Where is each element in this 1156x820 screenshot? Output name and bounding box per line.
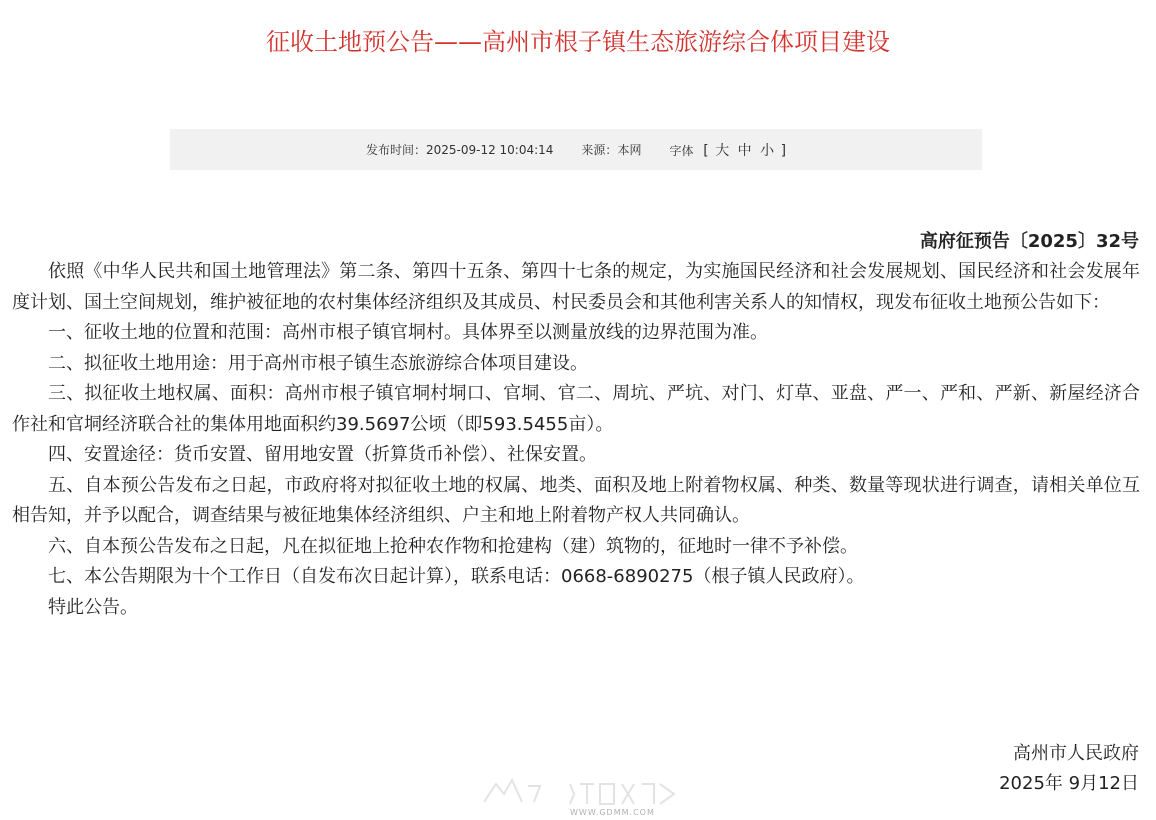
publish-time-value: 2025-09-12 10:04:14	[425, 143, 554, 157]
paragraph-intro: 依照《中华人民共和国土地管理法》第二条、第四十五条、第四十七条的规定，为实施国民经济和社会发展规划、国民经济和社会发展年度计划、国土空间规划，维护被征地的农村集体经济组织及其成员、村民委员会和其他利害关系人的知情权，现发布征收土地预公告如下：	[12, 261, 1140, 313]
issuer-name: 高州市人民政府	[1013, 743, 1139, 764]
watermark-url: WWW.GDMM.COM	[570, 808, 655, 817]
paragraph-item-5: 五、自本预公告发布之日起，市政府将对拟征收土地的权属、地类、面积及地上附着物权属、种类、数量等现状进行调查，请相关单位互相告知，并予以配合，调查结果与被征地集体经济组织、户主和地上附着物产权人共同确认。	[12, 474, 1140, 526]
font-size-label: 字体	[669, 143, 694, 158]
paragraph-closing: 特此公告。	[48, 596, 138, 618]
publish-time	[366, 141, 553, 158]
article-source	[581, 141, 641, 158]
publish-time-label: 发布时间：	[365, 143, 426, 157]
font-size-small-button[interactable]: 小	[760, 142, 775, 159]
signature-block	[999, 739, 1139, 799]
font-size-control	[669, 140, 786, 160]
source-value: 本网	[617, 143, 642, 157]
paragraph-item-6: 六、自本预公告发布之日起，凡在拟征地上抢种农作物和抢建构（建）筑物的，征地时一律不予补偿。	[48, 535, 858, 557]
source-label: 来源：	[581, 143, 618, 157]
article-title: 征收土地预公告——高州市根子镇生态旅游综合体项目建设	[266, 28, 890, 56]
paragraph-item-4: 四、安置途径：货币安置、留用地安置（折算货币补偿）、社保安置。	[48, 444, 597, 465]
font-size-close-bracket: ]	[780, 142, 787, 159]
paragraph-item-1: 一、征收土地的位置和范围：高州市根子镇官垌村。具体界至以测量放线的边界范围为准。	[48, 322, 768, 343]
font-size-options	[703, 143, 786, 159]
font-size-medium-button[interactable]: 中	[737, 142, 752, 159]
font-size-open-bracket: [	[703, 142, 709, 159]
issue-date: 2025年 9月12日	[999, 773, 1139, 794]
font-size-large-button[interactable]: 大	[715, 142, 730, 159]
document-body	[12, 257, 1140, 623]
paragraph-item-7: 七、本公告期限为十个工作日（自发布次日起计算），联系电话：0668-6890275（根子镇人民政府）。	[48, 566, 865, 587]
article-meta-bar	[170, 129, 982, 170]
paragraph-item-2: 二、拟征收土地用途：用于高州市根子镇生态旅游综合体项目建设。	[48, 352, 588, 374]
paragraph-item-3: 三、拟征收土地权属、面积：高州市根子镇官垌村垌口、官垌、官二、周坑、严坑、对门、灯草、亚盘、严一、严和、严新、新屋经济合作社和官垌经济联合社的集体用地面积约39.5697公顷（即593.5455亩）。	[12, 383, 1140, 435]
document-number: 高府征预告〔2025〕32号	[919, 231, 1139, 252]
